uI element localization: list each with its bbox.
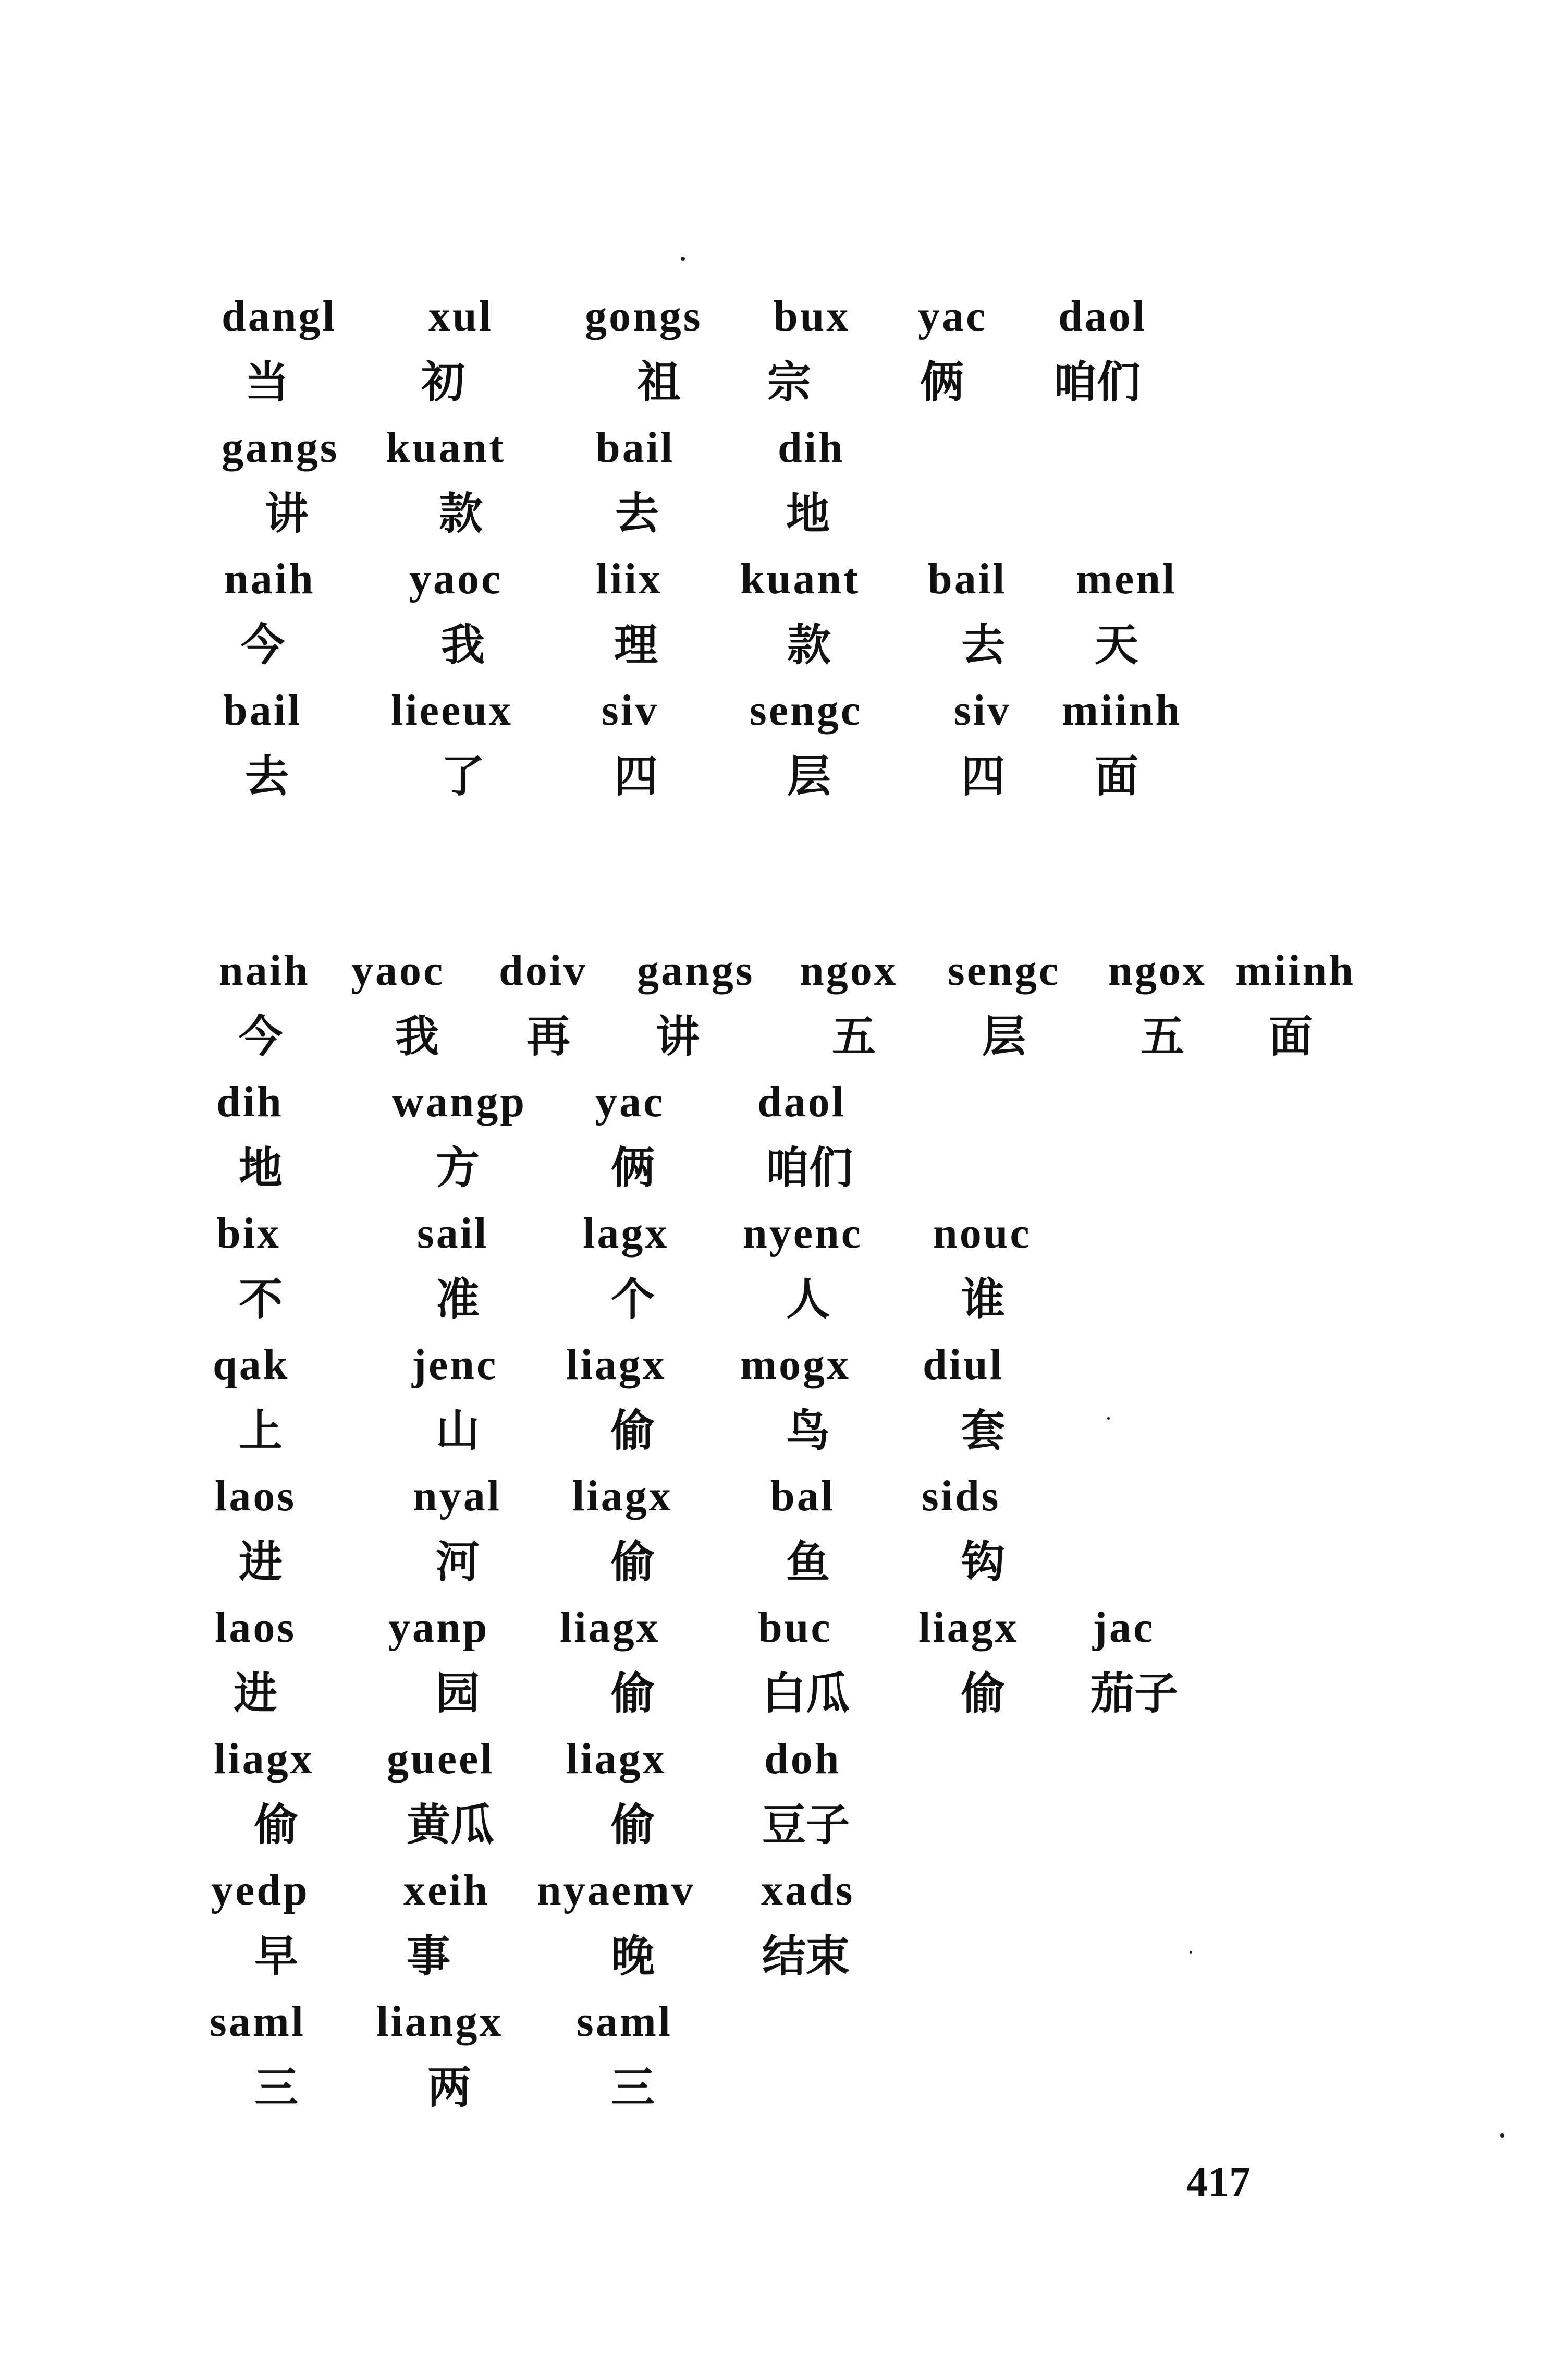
gloss-word: 豆子: [762, 1799, 850, 1850]
gloss-word: 天: [1095, 619, 1139, 670]
romanized-word: miinh: [1235, 946, 1356, 995]
gloss-word: 理: [614, 619, 658, 670]
romanized-word: lagx: [583, 1209, 669, 1258]
gloss-word: 初: [421, 357, 465, 408]
romanized-word: nyenc: [743, 1209, 863, 1258]
gloss-word: 事: [407, 1931, 451, 1982]
romanized-line: [0, 946, 1544, 1017]
gloss-word: 层: [787, 751, 831, 802]
gloss-word: 园: [436, 1668, 480, 1719]
gloss-word: 祖: [637, 357, 681, 408]
romanized-word: jac: [1093, 1603, 1155, 1652]
gloss-word: 不: [239, 1274, 283, 1325]
gloss-line: [0, 751, 1544, 822]
romanized-word: gangs: [222, 423, 339, 472]
gloss-word: 俩: [920, 357, 964, 408]
romanized-word: yaoc: [351, 946, 445, 995]
gloss-word: 方: [436, 1142, 480, 1193]
romanized-word: sail: [417, 1209, 489, 1258]
gloss-word: 偷: [254, 1799, 299, 1850]
romanized-word: siv: [954, 686, 1012, 735]
romanized-word: siv: [602, 686, 659, 735]
gloss-word: 五: [832, 1011, 876, 1062]
romanized-line: [0, 1866, 1544, 1936]
gloss-word: 俩: [611, 1142, 655, 1193]
gloss-word: 偷: [611, 1405, 655, 1456]
gloss-word: 白瓜: [762, 1668, 850, 1719]
romanized-word: saml: [577, 1997, 672, 2046]
romanized-word: liagx: [566, 1735, 667, 1783]
romanized-word: bux: [774, 292, 851, 340]
gloss-word: 结束: [762, 1931, 850, 1982]
romanized-line: [0, 1209, 1544, 1279]
gloss-word: 款: [439, 488, 483, 539]
page-number: 417: [1186, 2158, 1251, 2205]
gloss-word: 准: [436, 1274, 480, 1325]
romanized-word: gangs: [637, 946, 755, 995]
romanized-word: liix: [596, 555, 663, 603]
gloss-word: 偷: [611, 1536, 655, 1588]
romanized-word: bail: [223, 686, 302, 735]
gloss-word: 河: [436, 1536, 480, 1588]
gloss-word: 鱼: [786, 1536, 830, 1588]
romanized-word: wangp: [392, 1078, 527, 1126]
print-speck: [1190, 1951, 1192, 1954]
gloss-line: [0, 1405, 1544, 1476]
romanized-word: daol: [1058, 292, 1147, 340]
gloss-word: 咱们: [765, 1142, 853, 1193]
gloss-word: 茄子: [1090, 1668, 1179, 1719]
gloss-line: [0, 1274, 1544, 1345]
gloss-word: 偷: [961, 1668, 1006, 1719]
romanized-word: yanp: [388, 1603, 489, 1652]
gloss-word: 早: [254, 1931, 299, 1982]
romanized-word: xul: [428, 292, 494, 340]
gloss-word: 山: [436, 1405, 480, 1456]
romanized-word: miinh: [1062, 686, 1182, 735]
gloss-word: 四: [961, 751, 1006, 802]
gloss-line: [0, 1142, 1544, 1214]
romanized-line: [0, 1340, 1544, 1411]
gloss-word: 人: [786, 1274, 830, 1325]
gloss-line: [0, 357, 1544, 428]
gloss-word: 两: [427, 2062, 472, 2113]
romanized-word: doh: [764, 1735, 841, 1783]
romanized-word: bix: [216, 1209, 281, 1258]
gloss-word: 上: [239, 1405, 283, 1456]
romanized-word: laos: [215, 1603, 297, 1652]
romanized-word: liagx: [918, 1603, 1019, 1652]
gloss-word: 进: [234, 1668, 278, 1719]
romanized-word: liagx: [560, 1603, 660, 1652]
gloss-word: 今: [241, 619, 285, 670]
gloss-word: 晚: [611, 1931, 655, 1982]
romanized-word: liagx: [572, 1472, 673, 1520]
print-speck: [1500, 2133, 1504, 2138]
gloss-word: 再: [526, 1011, 571, 1062]
romanized-word: laos: [215, 1472, 297, 1520]
romanized-line: [0, 686, 1544, 756]
romanized-line: [0, 292, 1544, 362]
gloss-word: 讲: [656, 1011, 700, 1062]
gloss-word: 黄瓜: [407, 1799, 495, 1850]
gloss-word: 宗: [767, 357, 812, 408]
gloss-line: [0, 619, 1544, 691]
gloss-word: 个: [611, 1274, 655, 1325]
gloss-word: 五: [1141, 1011, 1185, 1062]
romanized-word: nyaemv: [537, 1866, 695, 1914]
romanized-line: [0, 557, 1544, 625]
romanized-word: sengc: [750, 686, 862, 735]
romanized-word: menl: [1076, 555, 1177, 603]
gloss-word: 地: [239, 1142, 283, 1193]
romanized-line: [0, 423, 1544, 494]
romanized-word: saml: [210, 1997, 305, 2046]
gloss-word: 四: [614, 751, 658, 802]
romanized-word: liagx: [214, 1735, 314, 1783]
romanized-word: xeih: [403, 1866, 490, 1914]
romanized-word: sengc: [948, 946, 1060, 995]
romanized-line: [0, 1997, 1544, 2068]
romanized-word: bal: [770, 1472, 836, 1520]
romanized-word: bail: [928, 555, 1007, 603]
gloss-word: 去: [961, 619, 1006, 670]
gloss-word: 谁: [961, 1274, 1006, 1325]
gloss-word: 去: [615, 488, 659, 539]
gloss-word: 偷: [611, 1799, 655, 1850]
romanized-word: buc: [758, 1603, 832, 1652]
print-speck: [1107, 1417, 1110, 1420]
gloss-word: 进: [239, 1536, 283, 1588]
gloss-word: 我: [441, 619, 485, 670]
gloss-line: [0, 2062, 1544, 2133]
gloss-word: 三: [254, 2062, 299, 2113]
gloss-word: 讲: [265, 488, 309, 539]
gloss-line: [0, 1011, 1544, 1082]
gloss-line: [0, 1536, 1544, 1608]
romanized-word: dih: [778, 423, 845, 472]
romanized-word: doiv: [499, 946, 588, 995]
gloss-word: 我: [395, 1011, 439, 1062]
gloss-word: 面: [1095, 751, 1139, 802]
romanized-word: naih: [219, 946, 310, 995]
romanized-line: [0, 1603, 1544, 1674]
romanized-word: gongs: [585, 292, 703, 340]
gloss-word: 去: [245, 751, 289, 802]
romanized-line: [0, 1737, 1544, 1805]
gloss-word: 地: [786, 488, 830, 539]
romanized-word: liangx: [376, 1997, 504, 2046]
gloss-word: 面: [1269, 1011, 1313, 1062]
romanized-word: daol: [757, 1078, 847, 1126]
romanized-word: ngox: [1108, 946, 1207, 995]
gloss-word: 当: [245, 357, 289, 408]
gloss-word: 款: [787, 619, 831, 670]
romanized-word: yaoc: [409, 555, 503, 603]
gloss-word: 偷: [611, 1668, 655, 1719]
gloss-word: 钩: [961, 1536, 1006, 1588]
romanized-word: dangl: [222, 292, 337, 340]
print-speck: [681, 257, 685, 261]
romanized-word: gueel: [387, 1735, 495, 1783]
romanized-word: dih: [216, 1078, 284, 1126]
gloss-line: [0, 1668, 1544, 1739]
romanized-word: nyal: [413, 1472, 502, 1520]
gloss-line: [0, 488, 1544, 559]
gloss-word: 套: [961, 1405, 1006, 1456]
romanized-word: lieeux: [391, 686, 513, 735]
romanized-word: yedp: [211, 1866, 310, 1914]
romanized-word: qak: [213, 1340, 290, 1389]
romanized-word: kuant: [740, 555, 861, 603]
romanized-word: nouc: [933, 1209, 1032, 1258]
romanized-word: mogx: [740, 1340, 851, 1389]
gloss-word: 鸟: [786, 1405, 830, 1456]
romanized-word: diul: [923, 1340, 1004, 1389]
romanized-word: bail: [596, 423, 675, 472]
gloss-word: 三: [611, 2062, 655, 2113]
romanized-word: liagx: [566, 1340, 667, 1389]
romanized-word: yac: [918, 292, 988, 340]
romanized-line: [0, 1080, 1544, 1148]
romanized-line: [0, 1474, 1544, 1542]
gloss-word: 咱们: [1053, 357, 1141, 408]
gloss-line: [0, 1931, 1544, 2002]
romanized-word: kuant: [386, 423, 506, 472]
romanized-word: xads: [761, 1866, 855, 1914]
romanized-word: jenc: [412, 1340, 498, 1389]
gloss-word: 了: [441, 751, 485, 802]
romanized-word: sids: [922, 1472, 1001, 1520]
gloss-word: 今: [239, 1011, 283, 1062]
romanized-word: naih: [224, 555, 315, 603]
romanized-word: yac: [595, 1078, 665, 1126]
gloss-line: [0, 1799, 1544, 1871]
romanized-word: ngox: [800, 946, 898, 995]
gloss-word: 层: [982, 1011, 1026, 1062]
